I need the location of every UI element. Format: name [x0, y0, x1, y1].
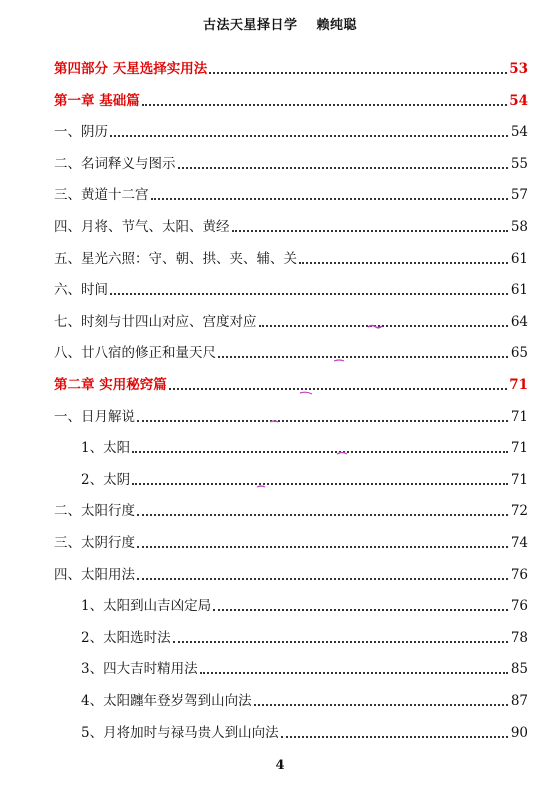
book-title: 古法天星择日学	[202, 18, 298, 33]
toc-entry-page: 74	[510, 535, 528, 551]
toc-entry-label: 第四部分 天星选择实用法	[54, 61, 208, 77]
toc-entry-label: 一、阴历	[54, 124, 108, 141]
toc-entry-page: 71	[510, 471, 528, 488]
dot-leader	[132, 451, 508, 453]
toc-entry[interactable]	[54, 248, 528, 268]
toc-entry[interactable]	[54, 153, 528, 173]
dot-leader	[169, 388, 508, 390]
toc-entry-label: 1、太阳到山吉凶定局	[81, 598, 212, 615]
toc-entry-label: 5、月将加时与禄马贵人到山向法	[81, 724, 279, 741]
toc-entry[interactable]	[81, 722, 528, 742]
toc-entry-label: 五、星光六照：守、朝、拱、夹、辅、关	[54, 250, 297, 267]
dot-leader	[299, 262, 508, 264]
toc-entry[interactable]	[54, 500, 528, 520]
toc-entry-label: 二、名词释义与图示	[54, 155, 176, 172]
dot-leader	[137, 578, 508, 580]
dot-leader	[200, 672, 508, 674]
toc-entry-label: 三、太阴行度	[54, 535, 135, 551]
toc-entry[interactable]	[54, 532, 528, 552]
toc-entry-page: 71	[510, 408, 528, 425]
toc-entry-page: 54	[509, 92, 528, 109]
toc-entry-label: 4、太阳躔年登岁驾到山向法	[81, 693, 252, 709]
toc-entry-page: 85	[510, 661, 528, 678]
toc-entry-label: 第二章 实用秘窍篇	[54, 377, 167, 393]
toc-entry-page: 78	[510, 629, 528, 646]
toc-entry[interactable]	[54, 342, 528, 362]
toc-entry-page: 87	[510, 693, 528, 709]
toc-entry-page: 61	[510, 282, 528, 299]
toc-entry[interactable]	[81, 658, 528, 678]
toc-entry[interactable]	[54, 311, 528, 331]
dot-leader	[110, 293, 508, 295]
toc-entry[interactable]	[81, 627, 528, 647]
toc-entry-page: 64	[510, 313, 528, 330]
toc-entry[interactable]	[81, 437, 528, 457]
toc-entry-page: 90	[510, 724, 528, 741]
page-number: 4	[275, 758, 285, 773]
toc-entry[interactable]	[54, 184, 528, 204]
toc-entry-label: 八、廿八宿的修正和量天尺	[54, 345, 216, 362]
book-author: 赖纯聪	[316, 18, 358, 33]
toc-entry-page: 71	[509, 377, 528, 393]
toc-entry-label: 四、月将、节气、太阳、黄经	[54, 219, 230, 235]
toc-entry[interactable]	[81, 595, 528, 615]
dot-leader	[209, 72, 507, 74]
toc-entry[interactable]	[54, 216, 528, 236]
dot-leader	[137, 546, 508, 548]
toc-entry-page: 71	[510, 440, 528, 457]
toc-entry[interactable]	[54, 58, 528, 78]
toc-entry-page: 61	[510, 250, 528, 267]
toc-entry-label: 三、黄道十二宫	[54, 187, 149, 204]
toc-entry-label: 六、时间	[54, 282, 108, 299]
toc-entry-page: 55	[510, 155, 528, 172]
toc-entry-label: 四、太阳用法	[54, 566, 135, 583]
dot-leader	[178, 167, 509, 169]
dot-leader	[110, 135, 508, 137]
toc-entry-label: 一、日月解说	[54, 408, 135, 425]
toc-entry-label: 七、时刻与廿四山对应、宫度对应	[54, 313, 257, 330]
dot-leader	[259, 325, 509, 327]
toc-entry-page: 57	[510, 187, 528, 204]
toc-entry-page: 72	[510, 503, 528, 520]
toc-entry-label: 二、太阳行度	[54, 503, 135, 520]
dot-leader	[173, 641, 508, 643]
dot-leader	[254, 704, 508, 706]
dot-leader	[132, 483, 508, 485]
toc-entry-label: 1、太阳	[81, 440, 131, 457]
dot-leader	[281, 736, 508, 738]
dot-leader	[142, 104, 508, 106]
dot-leader	[232, 230, 509, 232]
toc-entry[interactable]	[54, 90, 528, 110]
toc-entry-label: 3、四大吉时精用法	[81, 661, 198, 678]
dot-leader	[218, 356, 508, 358]
toc-entry[interactable]	[54, 121, 528, 141]
dot-leader	[213, 609, 508, 611]
toc-entry-page: 58	[510, 219, 528, 235]
page-header	[0, 14, 560, 33]
toc-entry-page: 54	[510, 124, 528, 141]
toc-entry[interactable]	[54, 564, 528, 584]
toc-entry-label: 2、太阳选时法	[81, 629, 171, 646]
dot-leader	[137, 514, 508, 516]
toc-entry[interactable]	[81, 690, 528, 710]
toc-entry-label: 第一章 基础篇	[54, 92, 140, 109]
toc-entry-page: 65	[510, 345, 528, 362]
toc-entry-page: 53	[509, 61, 528, 77]
toc-entry-page: 76	[510, 566, 528, 583]
toc-entry-label: 2、太阴	[81, 471, 131, 488]
toc-entry[interactable]	[81, 469, 528, 489]
toc-entry-page: 76	[510, 598, 528, 615]
toc-entry[interactable]	[54, 279, 528, 299]
toc-entry[interactable]	[54, 406, 528, 426]
dot-leader	[151, 198, 509, 200]
dot-leader	[137, 420, 508, 422]
toc-entry[interactable]	[54, 374, 528, 394]
